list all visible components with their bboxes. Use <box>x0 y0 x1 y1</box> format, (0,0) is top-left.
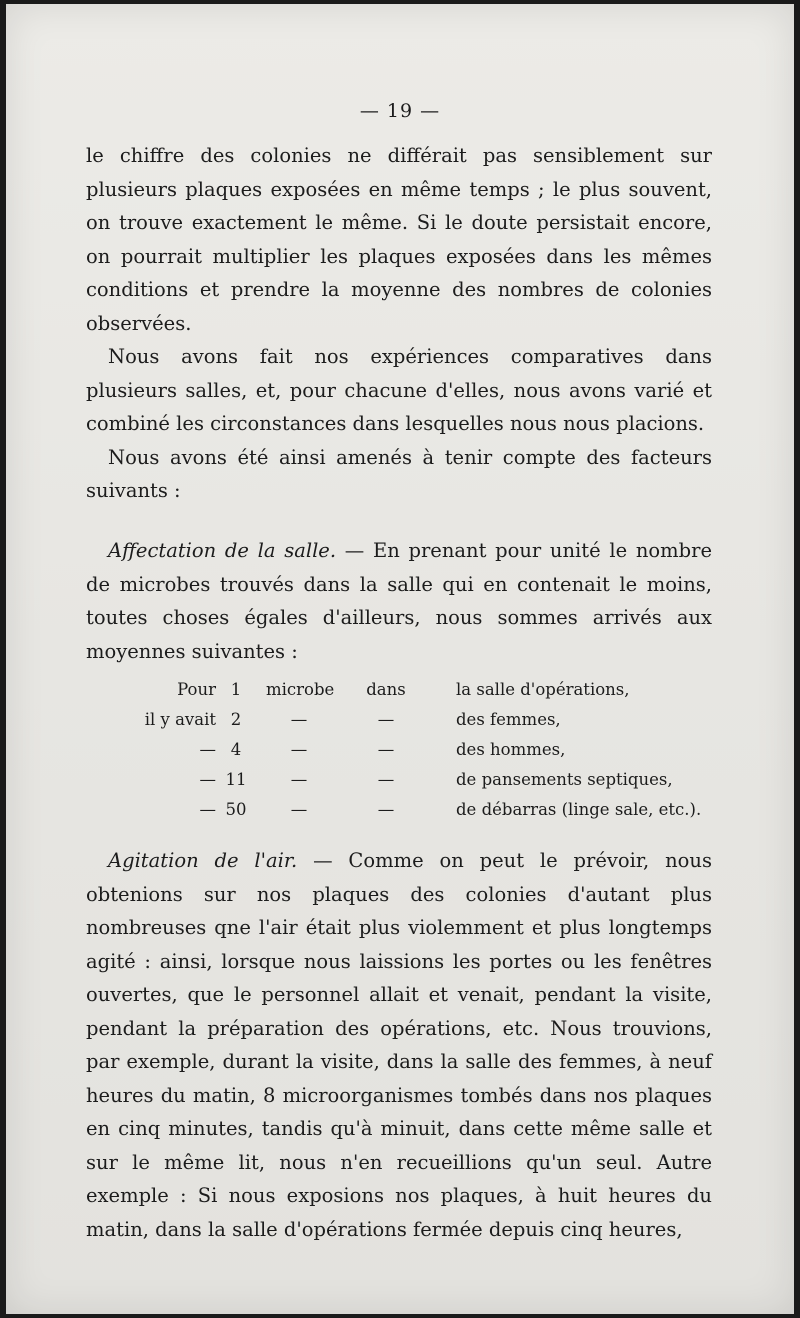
intro-text <box>86 139 712 508</box>
table-cell: Pour <box>177 680 216 699</box>
table-cell: de pansements septiques, <box>456 770 673 789</box>
table-cell: — <box>377 800 395 819</box>
table-cell: — <box>199 800 216 819</box>
book-page <box>6 4 794 1314</box>
table-cell: la salle d'opérations, <box>456 680 630 699</box>
table-cell: — <box>290 770 308 789</box>
table-cell: 1 <box>230 680 242 699</box>
table-cell: 11 <box>225 770 247 789</box>
section-affectation-text: — En prenant pour unité le nombre de microbes trouvés dans la salle qui en contenait le moins, toutes choses égales d'ailleurs, nous sommes arrivés aux moyennes suivantes : <box>86 539 712 663</box>
table-cell: — <box>199 740 216 759</box>
table-cell: 2 <box>230 710 242 729</box>
section-affectation-heading: Affectation de la salle. <box>108 539 337 562</box>
table-cell: microbe <box>266 680 335 699</box>
table-cell: — <box>377 710 395 729</box>
table-cell: il y avait <box>144 710 216 729</box>
table-cell: dans <box>366 680 406 699</box>
table-cell: — <box>199 770 216 789</box>
page-number: — 19 — <box>359 100 441 122</box>
table-cell: — <box>290 740 308 759</box>
section-agitation <box>86 844 712 1246</box>
section-agitation-paragraph <box>86 844 712 1246</box>
table-cell: — <box>290 800 308 819</box>
paragraph-1: le chiffre des colonies ne différait pas sensiblement sur plusieurs plaques exposées en même temps ; le plus souvent, on trouve exactement le même. Si le doute persistait encore, on pourrait multiplier les plaques exposées dans les mêmes conditions et prendre la moyenne des nombres de colonies observées. <box>86 144 712 335</box>
paragraph-2: Nous avons fait nos expériences comparatives dans plusieurs salles, et, pour chacune d'elles, nous avons varié et combiné les circonstances dans lesquelles nous nous placions. <box>86 345 712 435</box>
section-affectation-paragraph <box>86 534 712 668</box>
section-affectation <box>86 534 712 668</box>
table-cell: des hommes, <box>456 740 566 759</box>
table-cell: 50 <box>225 800 247 819</box>
table-cell: — <box>290 710 308 729</box>
section-agitation-heading: Agitation de l'air. <box>108 849 298 872</box>
section-agitation-text: — Comme on peut le prévoir, nous obtenions sur nos plaques des colonies d'autant plus nombreuses qne l'air était plus violemment et plus longtemps agité : ainsi, lorsque nous laissions les portes ou les fenêtres ouvertes, que le personnel allait et venait, pendant la visite, pendant la préparation des opérations, etc. Nous trouvions, par exemple, durant la visite, dans la salle des femmes, à neuf heures du matin, 8 microorganismes tombés dans nos plaques en cinq minutes, tandis qu'à minuit, dans cette même salle et sur le même lit, nous n'en recueillions qu'un seul. Autre exemple : Si nous exposions nos plaques, à huit heures du matin, dans la salle d'opérations fermée depuis cinq heures, <box>86 849 712 1241</box>
table-cell: 4 <box>230 740 242 759</box>
table-cell: — <box>377 770 395 789</box>
table-cell: — <box>377 740 395 759</box>
paragraph-3: Nous avons été ainsi amenés à tenir compte des facteurs suivants : <box>86 445 712 502</box>
table-cell: des femmes, <box>456 710 561 729</box>
table-cell: de débarras (linge sale, etc.). <box>456 800 702 819</box>
